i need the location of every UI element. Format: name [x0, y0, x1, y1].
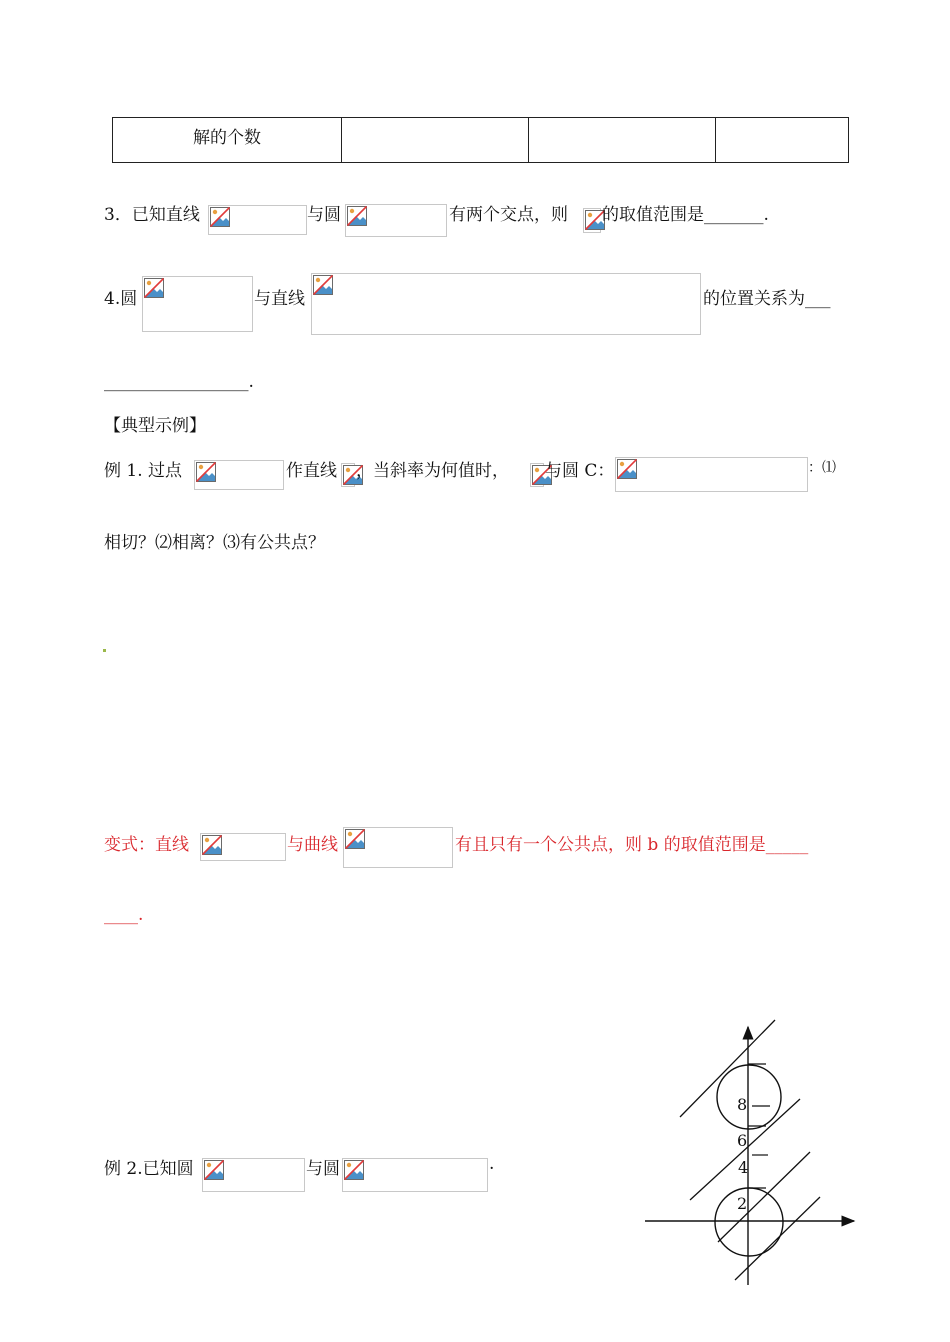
formula-image: [343, 827, 453, 868]
q3-text-1: 3．已知直线: [104, 205, 200, 225]
broken-image-icon: [209, 206, 231, 228]
axis-label-4: 4: [738, 1158, 749, 1177]
broken-image-icon: [346, 205, 368, 227]
ex2-text-3: .: [489, 1154, 495, 1174]
formula-image: [311, 273, 701, 335]
q4-text-1: 4.圆: [104, 289, 138, 309]
lower-circle: [715, 1188, 783, 1256]
formula-image: [342, 1158, 488, 1192]
stray-dot: [103, 649, 106, 652]
axis-label-8: 8: [737, 1095, 748, 1114]
formula-image: [345, 204, 447, 237]
q4-text-2: 与直线: [254, 289, 305, 309]
ex1-line-2: 相切？⑵相离？⑶有公共点？: [104, 533, 325, 553]
broken-image-icon: [616, 458, 638, 480]
ex1-text-3: ，当斜率为何值时，: [356, 461, 509, 481]
q3-text-4: 的取值范围是_______.: [602, 205, 769, 225]
answer-table: [112, 117, 849, 163]
variant-text-4: ____.: [104, 905, 144, 925]
ex1-text-1: 例 1. 过点: [104, 461, 183, 481]
broken-image-icon: [195, 461, 217, 483]
formula-image: [208, 205, 307, 235]
broken-image-icon: [344, 828, 366, 850]
broken-image-icon: [203, 1159, 225, 1181]
formula-image: [341, 463, 355, 487]
variant-text-3: 有且只有一个公共点，则 b 的取值范围是_____: [455, 835, 809, 855]
ex1-text-2: 作直线: [286, 461, 337, 481]
ex1-text-4: 与圆 C：: [545, 461, 615, 481]
table-cell: [529, 118, 716, 163]
axis-label-6: 6: [737, 1131, 748, 1150]
broken-image-icon: [343, 1159, 365, 1181]
tangent-line: [680, 1020, 775, 1117]
axis-label-2: 2: [737, 1194, 748, 1213]
upper-circle: [717, 1065, 781, 1129]
formula-image: [200, 833, 286, 861]
q3-text-2: 与圆: [307, 205, 341, 225]
formula-image: [194, 460, 284, 490]
formula-image: [202, 1158, 305, 1192]
formula-image: [615, 457, 808, 492]
q4-text-4: _________________.: [104, 372, 254, 392]
table-cell: [342, 118, 529, 163]
q4-text-3: 的位置关系为___: [703, 289, 831, 309]
formula-image: [530, 463, 544, 487]
broken-image-icon: [143, 277, 165, 299]
geometry-figure: [640, 1015, 865, 1290]
parallel-line: [718, 1152, 810, 1242]
broken-image-icon: [201, 834, 223, 856]
formula-image: [142, 276, 253, 332]
ex2-text-1: 例 2.已知圆: [104, 1159, 194, 1179]
q3-text-3: 有两个交点，则: [449, 205, 568, 225]
broken-image-icon: [312, 274, 334, 296]
formula-image: [583, 208, 601, 233]
section-title: 【典型示例】: [104, 416, 206, 436]
table-cell: [716, 118, 849, 163]
ex1-text-5: ：⑴: [808, 460, 836, 476]
variant-text-1: 变式：直线: [104, 835, 189, 855]
variant-text-2: 与曲线: [287, 835, 338, 855]
ex2-text-2: 与圆: [306, 1159, 340, 1179]
table-cell-label: 解的个数: [113, 118, 342, 163]
